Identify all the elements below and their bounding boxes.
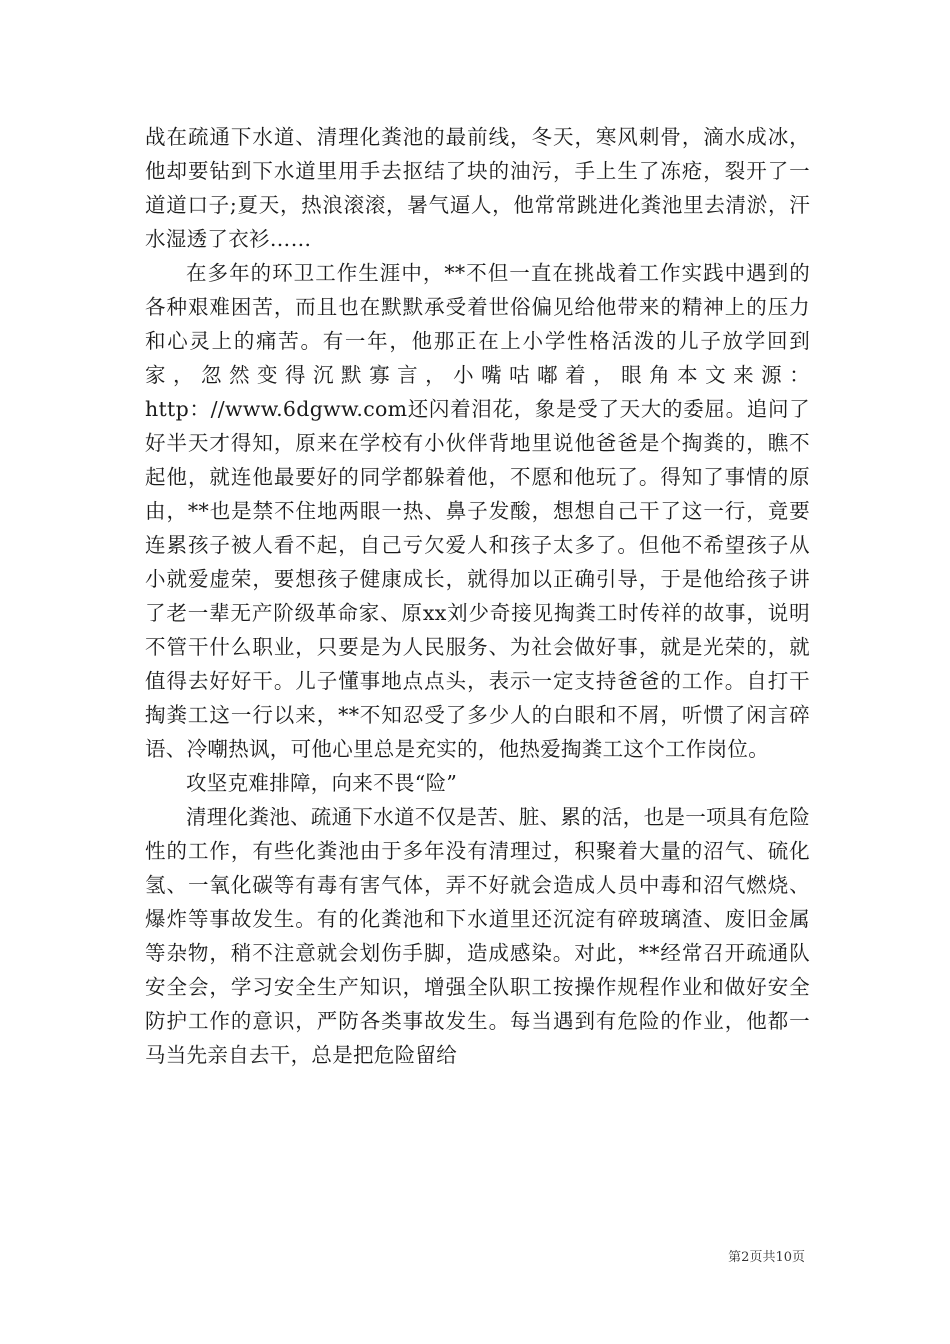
paragraph-continuation: 战在疏通下水道、清理化粪池的最前线，冬天，寒风刺骨，滴水成冰，他却要钻到下水道里用手去抠结了块的油污，手上生了冻疮，裂开了一道道口子;夏天，热浪滚滚，暑气逼人，他常常跳进化粪池里去清淤，汗水湿透了衣衫…… — [145, 125, 810, 251]
page-number: 第2页共10页 — [728, 1250, 805, 1265]
paragraph-danger: 清理化粪池、疏通下水道不仅是苦、脏、累的活，也是一项具有危险性的工作，有些化粪池由于多年没有清理过，积聚着大量的沼气、硫化氢、一氧化碳等有毒有害气体，弄不好就会造成人员中毒和沼气燃烧、爆炸等事故发生。有的化粪池和下水道里还沉淀有碎玻璃渣、废旧金属等杂物，稍不注意就会划伤手脚，造成感染。对此，**经常召开疏通队安全会，学习安全生产知识，增强全队职工按操作规程作业和做好安全防护工作的意识，严防各类事故发生。每当遇到有危险的作业，他都一马当先亲自去干，总是把危险留给 — [145, 805, 810, 1067]
paragraph-hardship: 在多年的环卫工作生涯中，**不但一直在挑战着工作实践中遇到的各种艰难困苦，而且也在默默承受着世俗偏见给他带来的精神上的压力和心灵上的痛苦。有一年，他那正在上小学性格活泼的儿子放学回到家，忽然变得沉默寡言，小嘴咕嘟着，眼角本文来源：http：//www.6dgww.com还闪着泪花，象是受了天大的委屈。追问了好半天才得知，原来在学校有小伙伴背地里说他爸爸是个掏粪的，瞧不起他，就连他最要好的同学都躲着他，不愿和他玩了。得知了事情的原由，**也是禁不住地两眼一热、鼻子发酸，想想自己干了这一行，竟要连累孩子被人看不起，自己亏欠爱人和孩子太多了。但他不希望孩子从小就爱虚荣，要想孩子健康成长，就得加以正确引导，于是他给孩子讲了老一辈无产阶级革命家、原xx刘少奇接见掏粪工时传祥的故事，说明不管干什么职业，只要是为人民服务、为社会做好事，就是光荣的，就值得去好好干。儿子懂事地点点头，表示一定支持爸爸的工作。自打干掏粪工这一行以来，**不知忍受了多少人的白眼和不屑，听惯了闲言碎语、冷嘲热讽，可他心里总是充实的，他热爱掏粪工这个工作岗位。 — [145, 261, 810, 761]
section-heading: 攻坚克难排障，向来不畏“险” — [186, 771, 458, 795]
body-text — [145, 120, 810, 1072]
